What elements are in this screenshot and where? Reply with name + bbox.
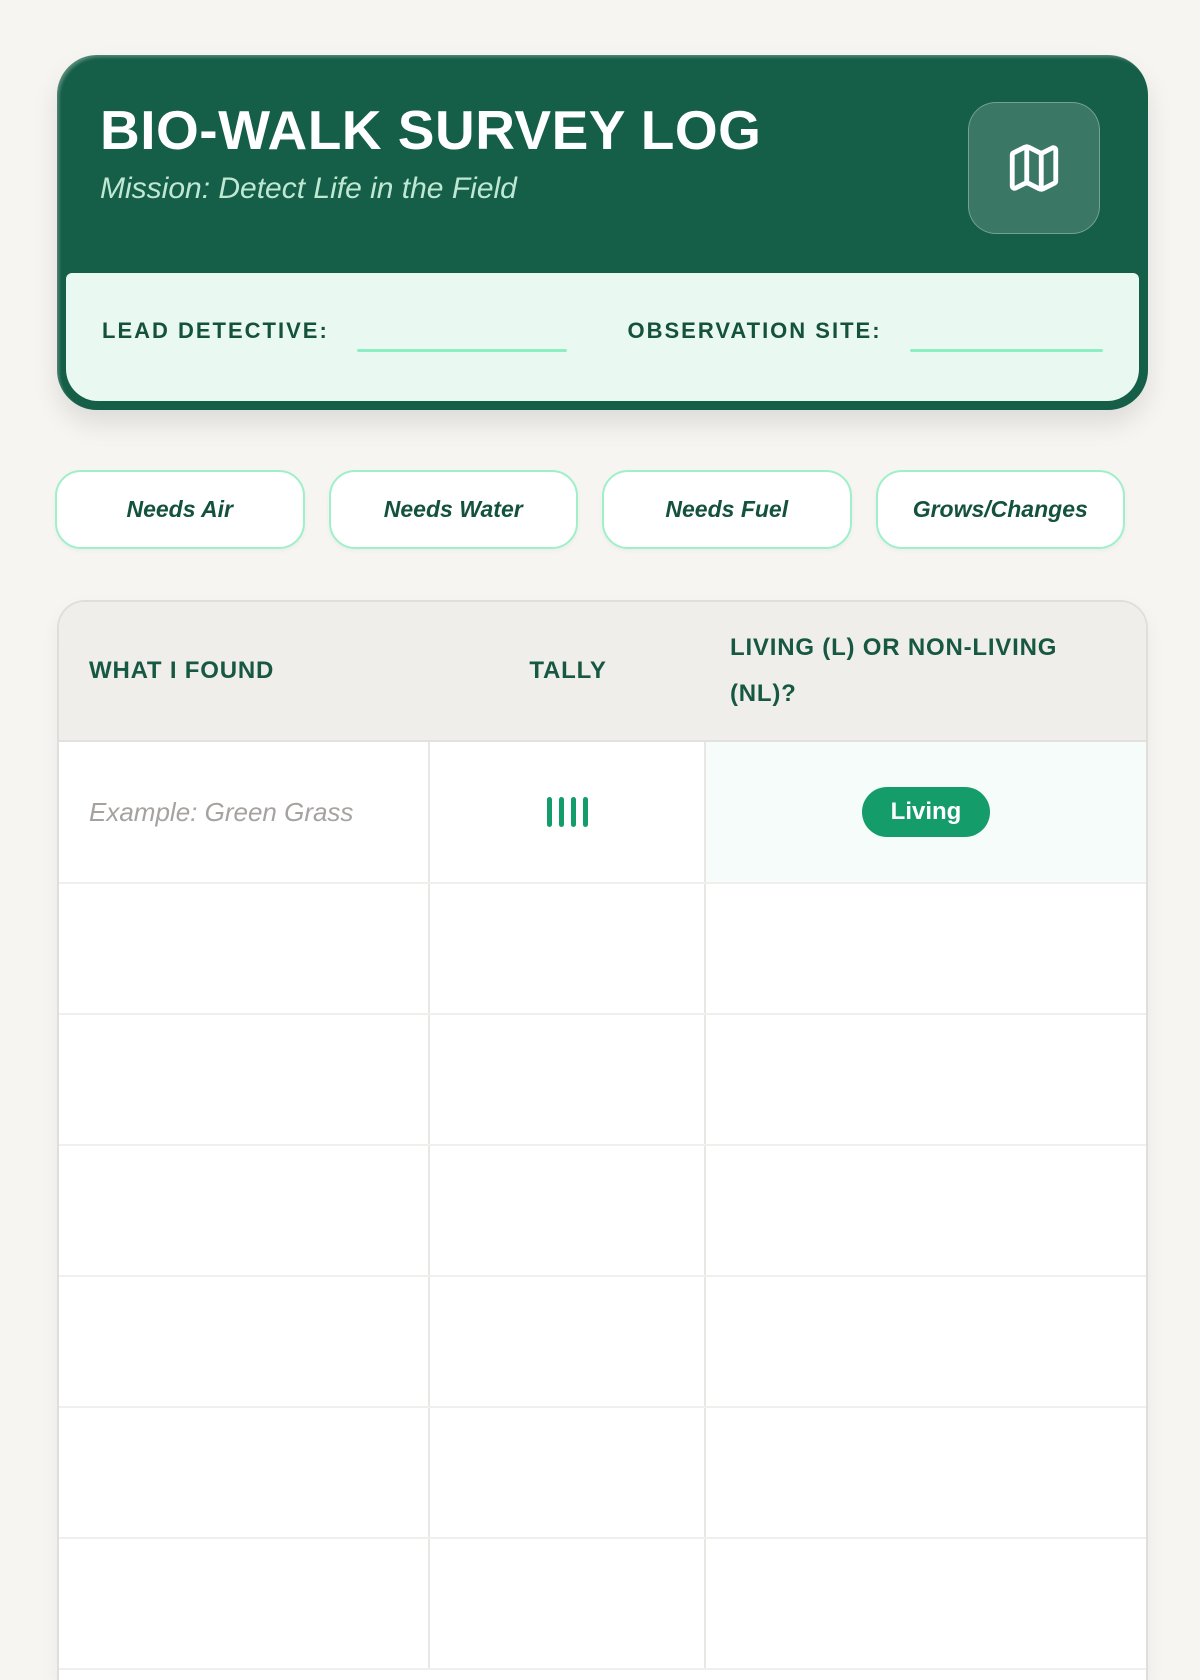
- survey-table: [57, 600, 1148, 1680]
- map-icon: [1005, 139, 1063, 197]
- status-cell[interactable]: [706, 1408, 1146, 1537]
- header-banner: [57, 55, 1148, 270]
- tally-cell[interactable]: [430, 1277, 706, 1406]
- example-tally-cell: [430, 742, 706, 882]
- page-title: BIO-WALK SURVEY LOG: [100, 99, 762, 161]
- lead-detective-input-line[interactable]: [357, 349, 567, 352]
- status-cell[interactable]: [706, 1015, 1146, 1144]
- what-i-found-cell[interactable]: [59, 1539, 430, 1668]
- pill-grows-changes[interactable]: Grows/Changes: [876, 470, 1126, 549]
- column-header-tally: TALLY: [529, 657, 607, 685]
- column-header-living-nonliving: LIVING (L) OR NON-LIVING (NL)?: [730, 634, 1058, 707]
- lead-detective-field: [102, 318, 578, 356]
- example-what-i-found-cell: [59, 742, 430, 882]
- table-row: [59, 884, 1146, 1015]
- tally-cell[interactable]: [430, 1408, 706, 1537]
- living-badge[interactable]: Living: [862, 787, 991, 837]
- status-cell[interactable]: [706, 1146, 1146, 1275]
- what-i-found-cell[interactable]: [59, 1146, 430, 1275]
- status-cell[interactable]: [706, 884, 1146, 1013]
- criteria-pills: [55, 470, 1125, 549]
- table-row: [59, 1408, 1146, 1539]
- header-card: [57, 55, 1148, 410]
- what-i-found-cell[interactable]: [59, 884, 430, 1013]
- example-status-cell: [706, 742, 1146, 882]
- tally-marks: [547, 797, 588, 827]
- what-i-found-cell[interactable]: [59, 1277, 430, 1406]
- column-header-what-i-found: WHAT I FOUND: [89, 657, 275, 685]
- tally-cell[interactable]: [430, 884, 706, 1013]
- status-cell[interactable]: [706, 1539, 1146, 1668]
- table-header-row: [59, 602, 1146, 742]
- what-i-found-cell[interactable]: [59, 1015, 430, 1144]
- what-i-found-cell[interactable]: [59, 1408, 430, 1537]
- pill-needs-air[interactable]: Needs Air: [55, 470, 305, 549]
- table-row: [59, 1277, 1146, 1408]
- table-row: [59, 1015, 1146, 1146]
- page-subtitle: Mission: Detect Life in the Field: [100, 171, 517, 205]
- status-cell[interactable]: [706, 1277, 1146, 1406]
- tally-cell[interactable]: [430, 1146, 706, 1275]
- pill-needs-water[interactable]: Needs Water: [329, 470, 579, 549]
- tally-cell[interactable]: [430, 1015, 706, 1144]
- pill-needs-fuel[interactable]: Needs Fuel: [602, 470, 852, 549]
- header-fields-panel: [66, 273, 1139, 401]
- header-text-block: [100, 99, 762, 206]
- observation-site-label: OBSERVATION SITE:: [627, 318, 882, 343]
- table-row: [59, 1539, 1146, 1670]
- observation-site-field: [628, 318, 1104, 356]
- map-icon-button[interactable]: [968, 102, 1100, 234]
- example-row: [59, 742, 1146, 884]
- example-text: Example: Green Grass: [89, 796, 354, 827]
- observation-site-input-line[interactable]: [910, 349, 1103, 352]
- tally-cell[interactable]: [430, 1539, 706, 1668]
- table-row: [59, 1146, 1146, 1277]
- lead-detective-label: LEAD DETECTIVE:: [102, 318, 329, 343]
